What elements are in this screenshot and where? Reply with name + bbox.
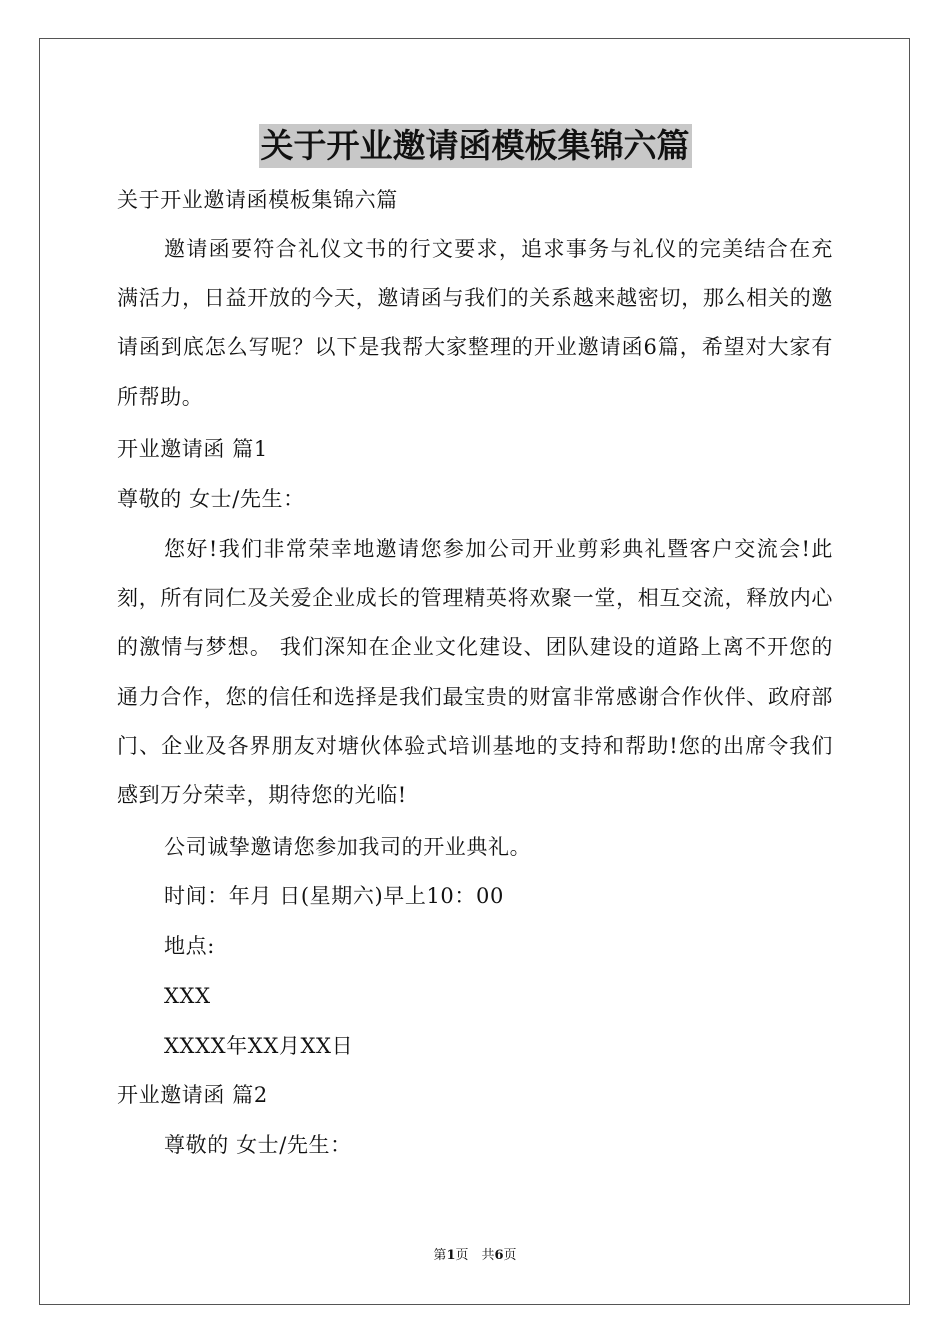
footer-prefix: 第 xyxy=(433,1248,447,1263)
document-title: 关于开业邀请函模板集锦六篇 xyxy=(259,124,692,168)
footer-suffix: 页 xyxy=(503,1248,517,1263)
section1-body: 您好!我们非常荣幸地邀请您参加公司开业剪彩典礼暨客户交流会!此刻，所有同仁及关爱企业成长的管理精英将欢聚一堂，相互交流，释放内心的激情与梦想。 我们深知在企业文化建设、团队建设的道路上离不开您的通力合作，您的信任和选择是我们最宝贵的财富非常感谢合作伙伴、政府部门、企业及各界朋友对塘伙体验式培训基地的支持和帮助!您的出席令我们感到万分荣幸，期待您的光临! xyxy=(117,537,833,808)
intro-paragraph: 邀请函要符合礼仪文书的行文要求，追求事务与礼仪的完美结合在充满活力，日益开放的今天，邀请函与我们的关系越来越密切，那么相关的邀请函到底怎么写呢？以下是我帮大家整理的开业邀请函6篇，希望对大家有所帮助。 xyxy=(117,237,833,409)
section1-heading: 开业邀请函 篇1 xyxy=(117,437,268,461)
section1-time: 时间：年月 日(星期六)早上10：00 xyxy=(164,884,504,908)
footer-page-number: 1 xyxy=(446,1248,456,1263)
footer-page-total: 6 xyxy=(494,1248,504,1263)
footer-mid: 页 共 xyxy=(455,1248,495,1263)
document-subtitle: 关于开业邀请函模板集锦六篇 xyxy=(117,188,398,212)
section1-signer: XXX xyxy=(164,984,211,1008)
section1-invite: 公司诚挚邀请您参加我司的开业典礼。 xyxy=(164,835,532,859)
page-footer xyxy=(0,1246,950,1266)
section2-salutation: 尊敬的 女士/先生： xyxy=(164,1133,352,1157)
section2-heading: 开业邀请函 篇2 xyxy=(117,1083,268,1107)
section1-place: 地点: xyxy=(164,934,215,958)
title-wrap xyxy=(0,124,950,168)
section1-date: XXXX年XX月XX日 xyxy=(164,1034,354,1058)
section1-salutation: 尊敬的 女士/先生： xyxy=(117,487,305,511)
